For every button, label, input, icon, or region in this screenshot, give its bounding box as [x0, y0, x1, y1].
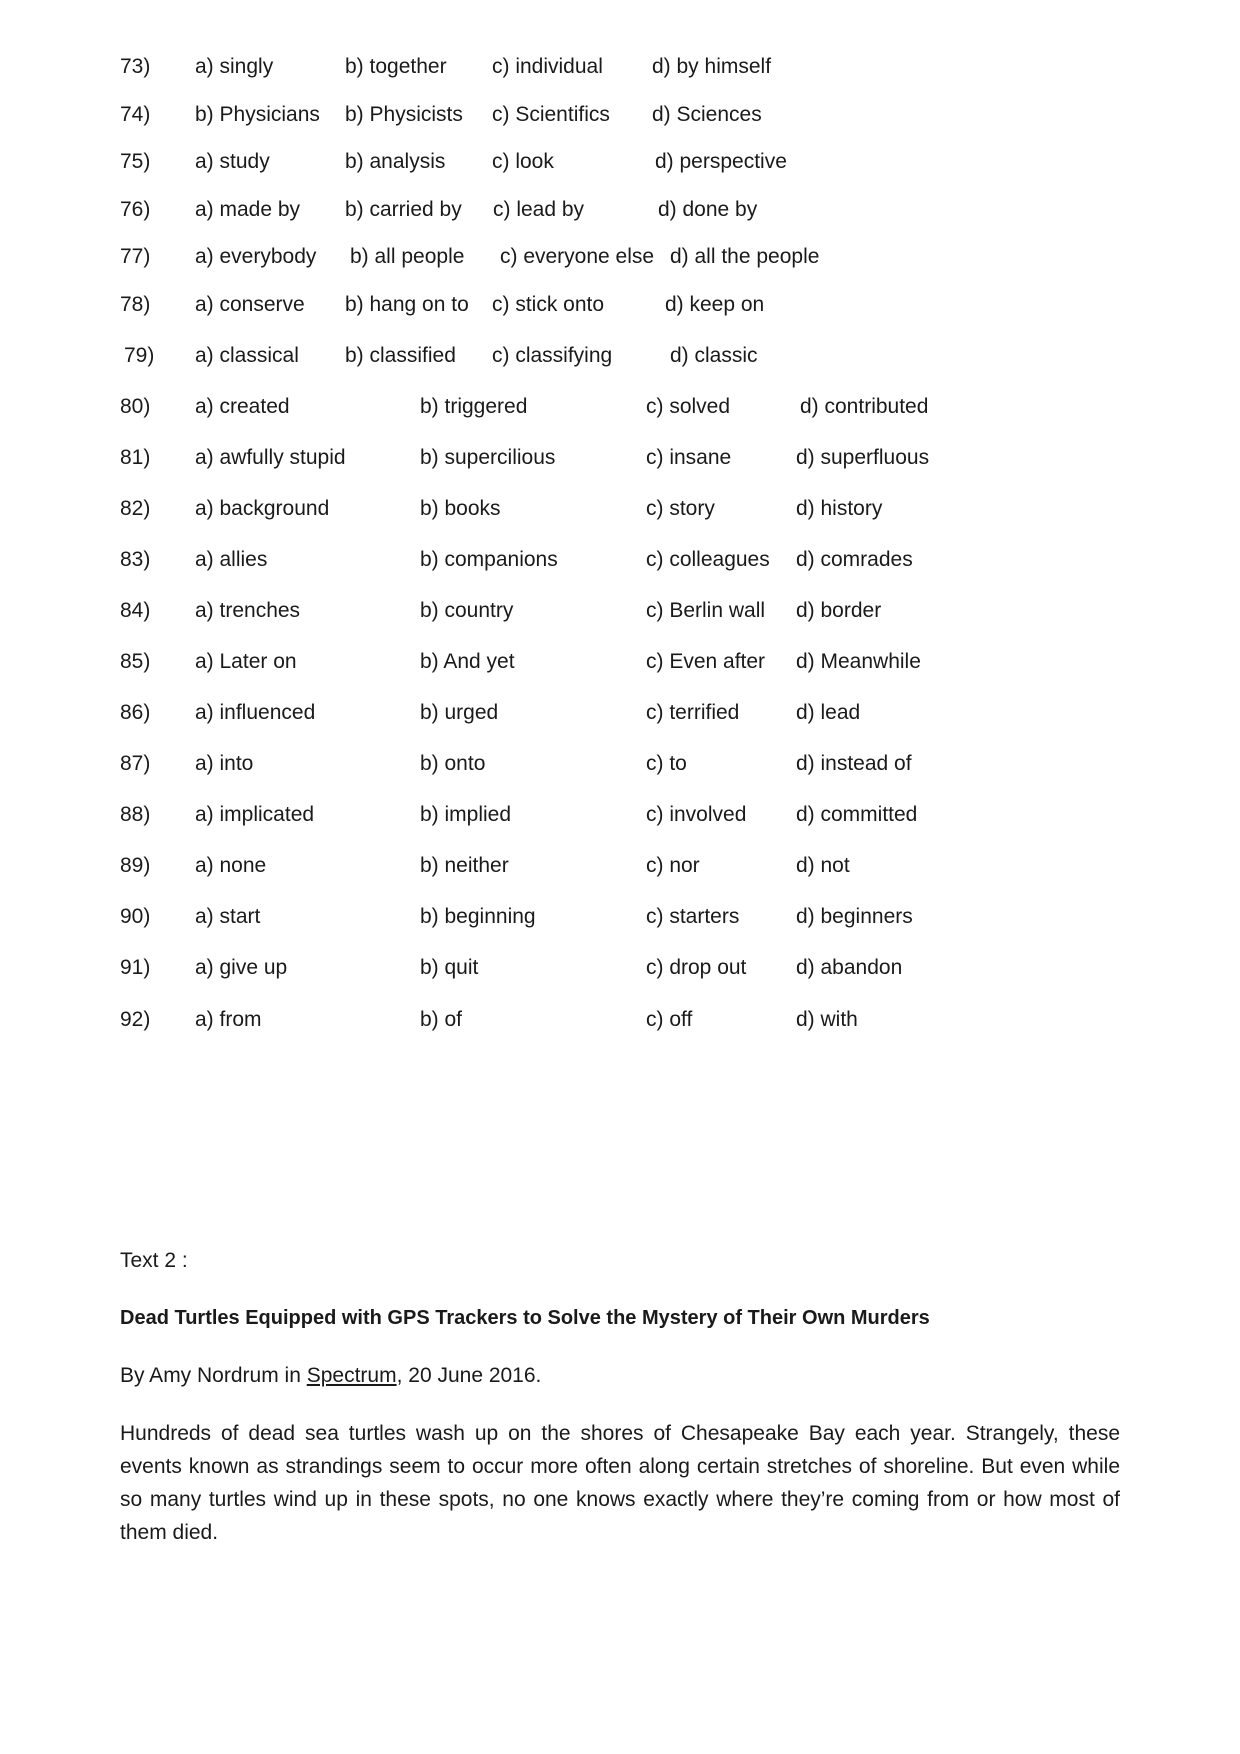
option-c: c) colleagues	[646, 548, 770, 571]
question-number: 83)	[120, 548, 151, 571]
option-d: d) with	[796, 1008, 858, 1031]
text-2-label: Text 2 :	[120, 1249, 188, 1272]
option-c: c) drop out	[646, 956, 747, 979]
option-a: a) everybody	[195, 245, 317, 268]
option-b: b) urged	[420, 701, 499, 724]
question-number: 89)	[120, 854, 151, 877]
option-d: d) committed	[796, 803, 918, 826]
option-b: b) all people	[350, 245, 465, 268]
question-number: 81)	[120, 446, 151, 469]
option-c: c) Even after	[646, 650, 766, 673]
question-number: 87)	[120, 752, 151, 775]
option-c: c) lead by	[493, 198, 585, 221]
option-b: b) triggered	[420, 395, 528, 418]
option-a: a) trenches	[195, 599, 301, 622]
option-d: d) contributed	[800, 395, 929, 418]
option-b: b) implied	[420, 803, 512, 826]
option-a: a) from	[195, 1008, 262, 1031]
option-c: c) insane	[646, 446, 732, 469]
option-b: b) Physicists	[345, 103, 463, 126]
option-d: d) Sciences	[652, 103, 762, 126]
question-number: 84)	[120, 599, 151, 622]
question-number: 74)	[120, 103, 151, 126]
article-title: Dead Turtles Equipped with GPS Trackers to Solve the Mystery of Their Own Murders	[120, 1307, 930, 1329]
option-b: b) together	[345, 55, 447, 78]
option-d: d) by himself	[652, 55, 772, 78]
option-a: a) singly	[195, 55, 274, 78]
option-d: d) keep on	[665, 293, 765, 316]
option-c: c) starters	[646, 905, 740, 928]
question-number: 80)	[120, 395, 151, 418]
option-a: a) awfully stupid	[195, 446, 346, 469]
option-d: d) done by	[658, 198, 758, 221]
question-number: 73)	[120, 55, 151, 78]
option-c: c) involved	[646, 803, 747, 826]
byline	[120, 1361, 541, 1391]
option-d: d) instead of	[796, 752, 912, 775]
option-a: a) Later on	[195, 650, 297, 673]
question-number: 90)	[120, 905, 151, 928]
option-a: a) created	[195, 395, 290, 418]
question-number: 86)	[120, 701, 151, 724]
option-d: d) abandon	[796, 956, 903, 979]
option-c: c) story	[646, 497, 715, 520]
question-number: 88)	[120, 803, 151, 826]
option-a: a) start	[195, 905, 261, 928]
option-d: d) border	[796, 599, 882, 622]
option-b: b) carried by	[345, 198, 462, 221]
option-c: c) look	[492, 150, 554, 173]
option-c: c) off	[646, 1008, 693, 1031]
byline-suffix: , 20 June 2016.	[396, 1364, 542, 1387]
option-d: d) superfluous	[796, 446, 930, 469]
option-b: b) And yet	[420, 650, 515, 673]
option-d: d) perspective	[655, 150, 787, 173]
question-number: 79)	[124, 344, 155, 367]
option-a: a) implicated	[195, 803, 315, 826]
option-d: d) not	[796, 854, 850, 877]
byline-prefix: By Amy Nordrum in	[120, 1364, 307, 1387]
option-b: b) analysis	[345, 150, 446, 173]
question-number: 91)	[120, 956, 151, 979]
option-d: d) Meanwhile	[796, 650, 921, 673]
option-d: d) comrades	[796, 548, 913, 571]
option-b: b) of	[420, 1008, 463, 1031]
option-b: b) supercilious	[420, 446, 556, 469]
option-c: c) nor	[646, 854, 700, 877]
option-a: a) into	[195, 752, 254, 775]
question-number: 82)	[120, 497, 151, 520]
option-b: b) neither	[420, 854, 509, 877]
option-b: b) books	[420, 497, 501, 520]
option-a: a) background	[195, 497, 330, 520]
question-number: 76)	[120, 198, 151, 221]
option-d: d) all the people	[670, 245, 820, 268]
question-number: 77)	[120, 245, 151, 268]
option-b: b) hang on to	[345, 293, 469, 316]
option-b: b) onto	[420, 752, 486, 775]
option-b: b) country	[420, 599, 514, 622]
option-b: b) companions	[420, 548, 558, 571]
option-c: c) stick onto	[492, 293, 605, 316]
option-c: c) to	[646, 752, 687, 775]
option-c: c) individual	[492, 55, 603, 78]
question-number: 85)	[120, 650, 151, 673]
option-c: c) terrified	[646, 701, 740, 724]
option-c: c) classifying	[492, 344, 613, 367]
option-b: b) quit	[420, 956, 479, 979]
option-c: c) solved	[646, 395, 731, 418]
option-a: a) give up	[195, 956, 288, 979]
option-b: b) classified	[345, 344, 456, 367]
option-d: d) history	[796, 497, 883, 520]
option-b: b) beginning	[420, 905, 536, 928]
question-number: 92)	[120, 1008, 151, 1031]
option-a: a) classical	[195, 344, 299, 367]
option-c: c) Berlin wall	[646, 599, 766, 622]
question-number: 75)	[120, 150, 151, 173]
option-a: a) influenced	[195, 701, 316, 724]
article-paragraph: Hundreds of dead sea turtles wash up on the shores of Chesapeake Bay each year. Strangely, these events known as strandings seem to occur more often along certain stretches of shoreline. But even while so many turtles wind up in these spots, no one knows exactly where they’re coming from or how most of them died.	[120, 1422, 1120, 1544]
question-number: 78)	[120, 293, 151, 316]
option-d: d) classic	[670, 344, 758, 367]
option-c: c) everyone else	[500, 245, 655, 268]
option-d: d) lead	[796, 701, 861, 724]
option-a: a) study	[195, 150, 270, 173]
option-d: d) beginners	[796, 905, 913, 928]
option-a: a) none	[195, 854, 267, 877]
option-a: a) conserve	[195, 293, 305, 316]
spectrum-link[interactable]: Spectrum	[306, 1364, 397, 1387]
option-a: a) made by	[195, 198, 301, 221]
option-c: c) Scientifics	[492, 103, 610, 126]
option-a: a) allies	[195, 548, 268, 571]
option-a: b) Physicians	[195, 103, 320, 126]
